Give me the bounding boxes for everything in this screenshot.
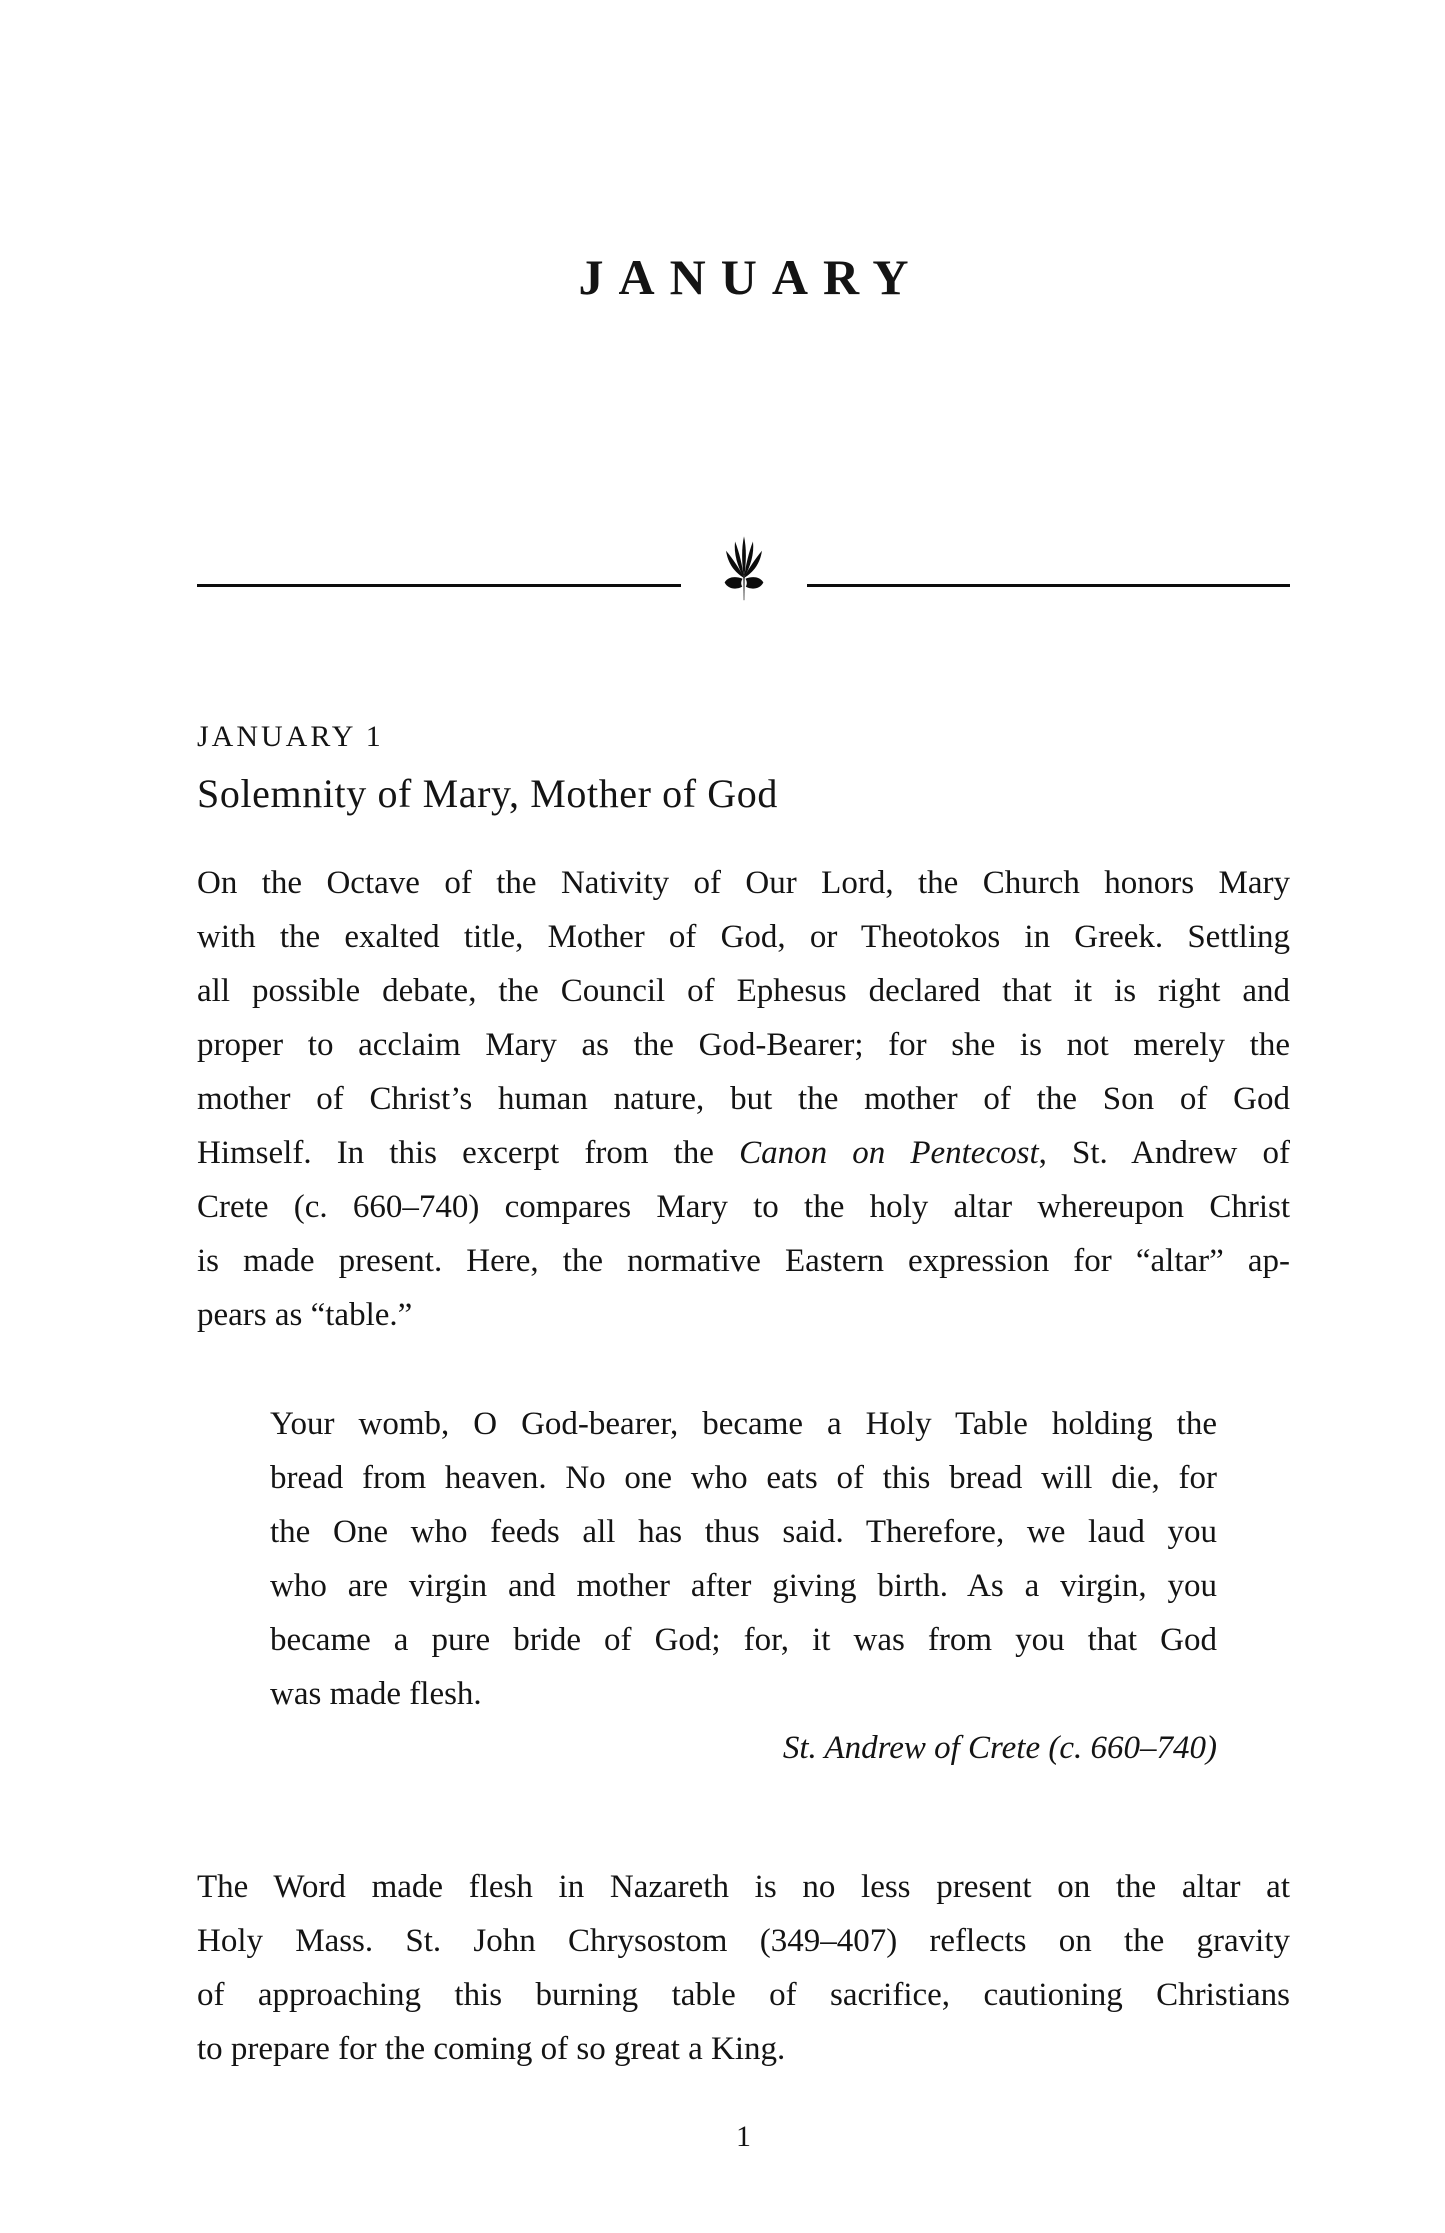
text-line: Crete (c. 660–740) compares Mary to the holy altar whereupon Christ: [197, 1189, 1290, 1225]
text-line: On the Octave of the Nativity of Our Lord, the Church honors Mary: [197, 865, 1290, 901]
closing-paragraph: [197, 1860, 1290, 2076]
text-line: of approaching this burning table of sacrifice, cautioning Christians: [197, 1977, 1290, 2013]
quote-attribution: St. Andrew of Crete (c. 660–740): [782, 1730, 1217, 1766]
text-line: Your womb, O God-bearer, became a Holy Table holding the: [270, 1406, 1217, 1442]
text-line: Holy Mass. St. John Chrysostom (349–407) reflects on the gravity: [197, 1923, 1290, 1959]
divider-rule-left: [197, 584, 681, 587]
section-divider: [197, 535, 1290, 601]
text-line: to prepare for the coming of so great a King.: [197, 2031, 786, 2067]
month-title: JANUARY: [578, 249, 924, 305]
quote-block: [197, 1397, 1290, 1721]
text-line: all possible debate, the Council of Ephesus declared that it is right and: [197, 973, 1290, 1009]
text-line: the One who feeds all has thus said. Therefore, we laud you: [270, 1514, 1217, 1550]
text-line: with the exalted title, Mother of God, or Theotokos in Greek. Settling: [197, 919, 1290, 955]
date-heading: JANUARY 1: [197, 720, 384, 753]
feast-title: Solemnity of Mary, Mother of God: [197, 771, 778, 816]
page-number: 1: [736, 2120, 751, 2153]
fleuron-ornament-icon: [707, 535, 781, 601]
text-line: pears as “table.”: [197, 1297, 413, 1333]
text-line: mother of Christ’s human nature, but the mother of the Son of God: [197, 1081, 1290, 1117]
intro-paragraph: [197, 856, 1290, 1342]
text-line: who are virgin and mother after giving birth. As a virgin, you: [270, 1568, 1217, 1604]
text-line: proper to acclaim Mary as the God-Bearer; for she is not merely the: [197, 1027, 1290, 1063]
text-line: is made present. Here, the normative Eastern expression for “altar” ap-: [197, 1243, 1290, 1279]
text-line: was made flesh.: [270, 1676, 482, 1712]
text-line: The Word made flesh in Nazareth is no less present on the altar at: [197, 1869, 1290, 1905]
text-line: became a pure bride of God; for, it was from you that God: [270, 1622, 1217, 1658]
text-line: Himself. In this excerpt from the Canon on Pentecost, St. Andrew of: [197, 1135, 1290, 1171]
text-line: bread from heaven. No one who eats of this bread will die, for: [270, 1460, 1217, 1496]
divider-rule-right: [807, 584, 1291, 587]
